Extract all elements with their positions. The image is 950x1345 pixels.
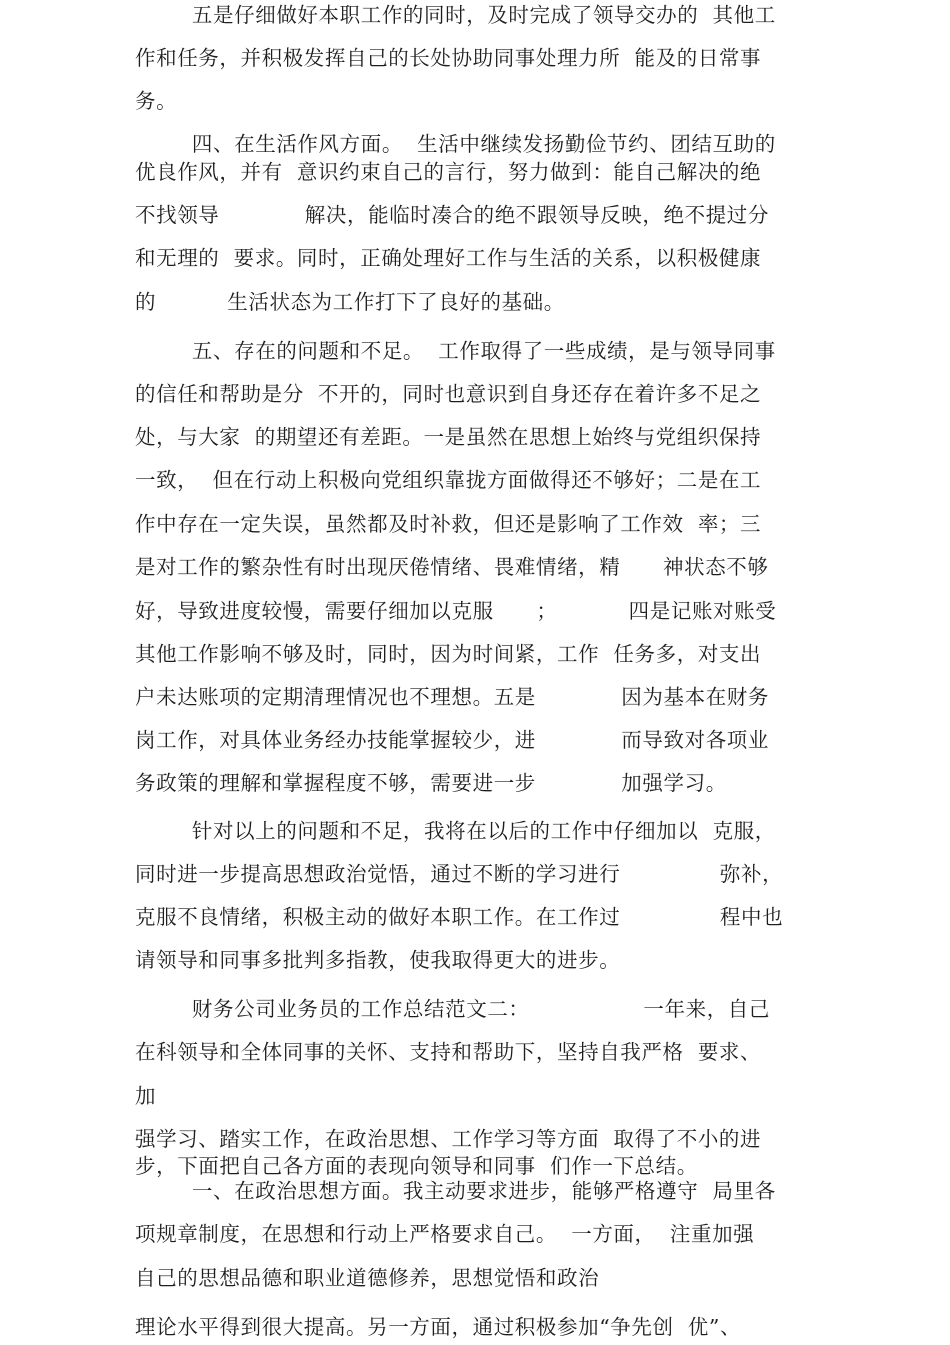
text-line: 理论水平得到很大提高。另一方面，通过积极参加“争先创 优”、	[135, 1315, 742, 1339]
text-line: 财务公司业务员的工作总结范文二： 一年来，自己	[135, 997, 770, 1021]
text-line: 是对工作的繁杂性有时出现厌倦情绪、畏难情绪，精 神状态不够	[135, 555, 769, 579]
text-line: 一致， 但在行动上积极向党组织靠拢方面做得还不够好；二是在工	[135, 468, 762, 492]
text-line: 四、在生活作风方面。 生活中继续发扬勤俭节约、团结互助的	[135, 132, 776, 156]
text-line: 不找领导 解决，能临时凑合的绝不跟领导反映，绝不提过分	[135, 203, 769, 227]
text-line: 克服不良情绪，积极主动的做好本职工作。在工作过 程中也	[135, 905, 784, 929]
text-line: 五是仔细做好本职工作的同时，及时完成了领导交办的 其他工	[135, 3, 776, 27]
text-line: 好，导致进度较慢，需要仔细加以克服 ； 四是记账对账受	[135, 599, 777, 623]
text-line: 岗工作，对具体业务经办技能掌握较少，进 而导致对各项业	[135, 728, 769, 752]
text-line: 优良作风，并有 意识约束自己的言行，努力做到：能自己解决的绝	[135, 160, 762, 184]
text-line: 其他工作影响不够及时，同时，因为时间紧，工作 任务多，对支出	[135, 642, 762, 666]
text-line: 作中存在一定失误，虽然都及时补救，但还是影响了工作效 率；三	[135, 512, 762, 536]
text-line: 务。	[135, 89, 178, 113]
text-line: 和无理的 要求。同时，正确处理好工作与生活的关系，以积极健康	[135, 246, 762, 270]
text-line: 作和任务，并积极发挥自己的长处协助同事处理力所 能及的日常事	[135, 46, 762, 70]
text-line: 自己的思想品德和职业道德修养，思想觉悟和政治	[135, 1266, 600, 1290]
text-line: 户未达账项的定期清理情况也不理想。五是 因为基本在财务	[135, 685, 769, 709]
text-line: 在科领导和全体同事的关怀、支持和帮助下，坚持自我严格 要求、	[135, 1040, 762, 1064]
text-line: 的信任和帮助是分 不开的，同时也意识到自身还存在着许多不足之	[135, 382, 762, 406]
text-line: 强学习、踏实工作，在政治思想、工作学习等方面 取得了不小的进	[135, 1127, 762, 1151]
text-line: 同时进一步提高思想政治觉悟，通过不断的学习进行 弥补，	[135, 862, 784, 886]
text-line: 的 生活状态为工作打下了良好的基础。	[135, 290, 565, 314]
text-line: 加	[135, 1084, 157, 1108]
text-line: 针对以上的问题和不足，我将在以后的工作中仔细加以 克服，	[135, 819, 776, 843]
text-line: 一、在政治思想方面。我主动要求进步，能够严格遵守 局里各	[135, 1179, 776, 1203]
text-line: 五、存在的问题和不足。 工作取得了一些成绩，是与领导同事	[135, 339, 776, 363]
text-line: 务政策的理解和掌握程度不够，需要进一步 加强学习。	[135, 771, 727, 795]
text-line: 步，下面把自己各方面的表现向领导和同事 们作一下总结。	[135, 1154, 698, 1178]
text-line: 项规章制度，在思想和行动上严格要求自己。 一方面， 注重加强	[135, 1222, 755, 1246]
text-line: 处，与大家 的期望还有差距。一是虽然在思想上始终与党组织保持	[135, 425, 762, 449]
text-line: 请领导和同事多批判多指教，使我取得更大的进步。	[135, 948, 621, 972]
